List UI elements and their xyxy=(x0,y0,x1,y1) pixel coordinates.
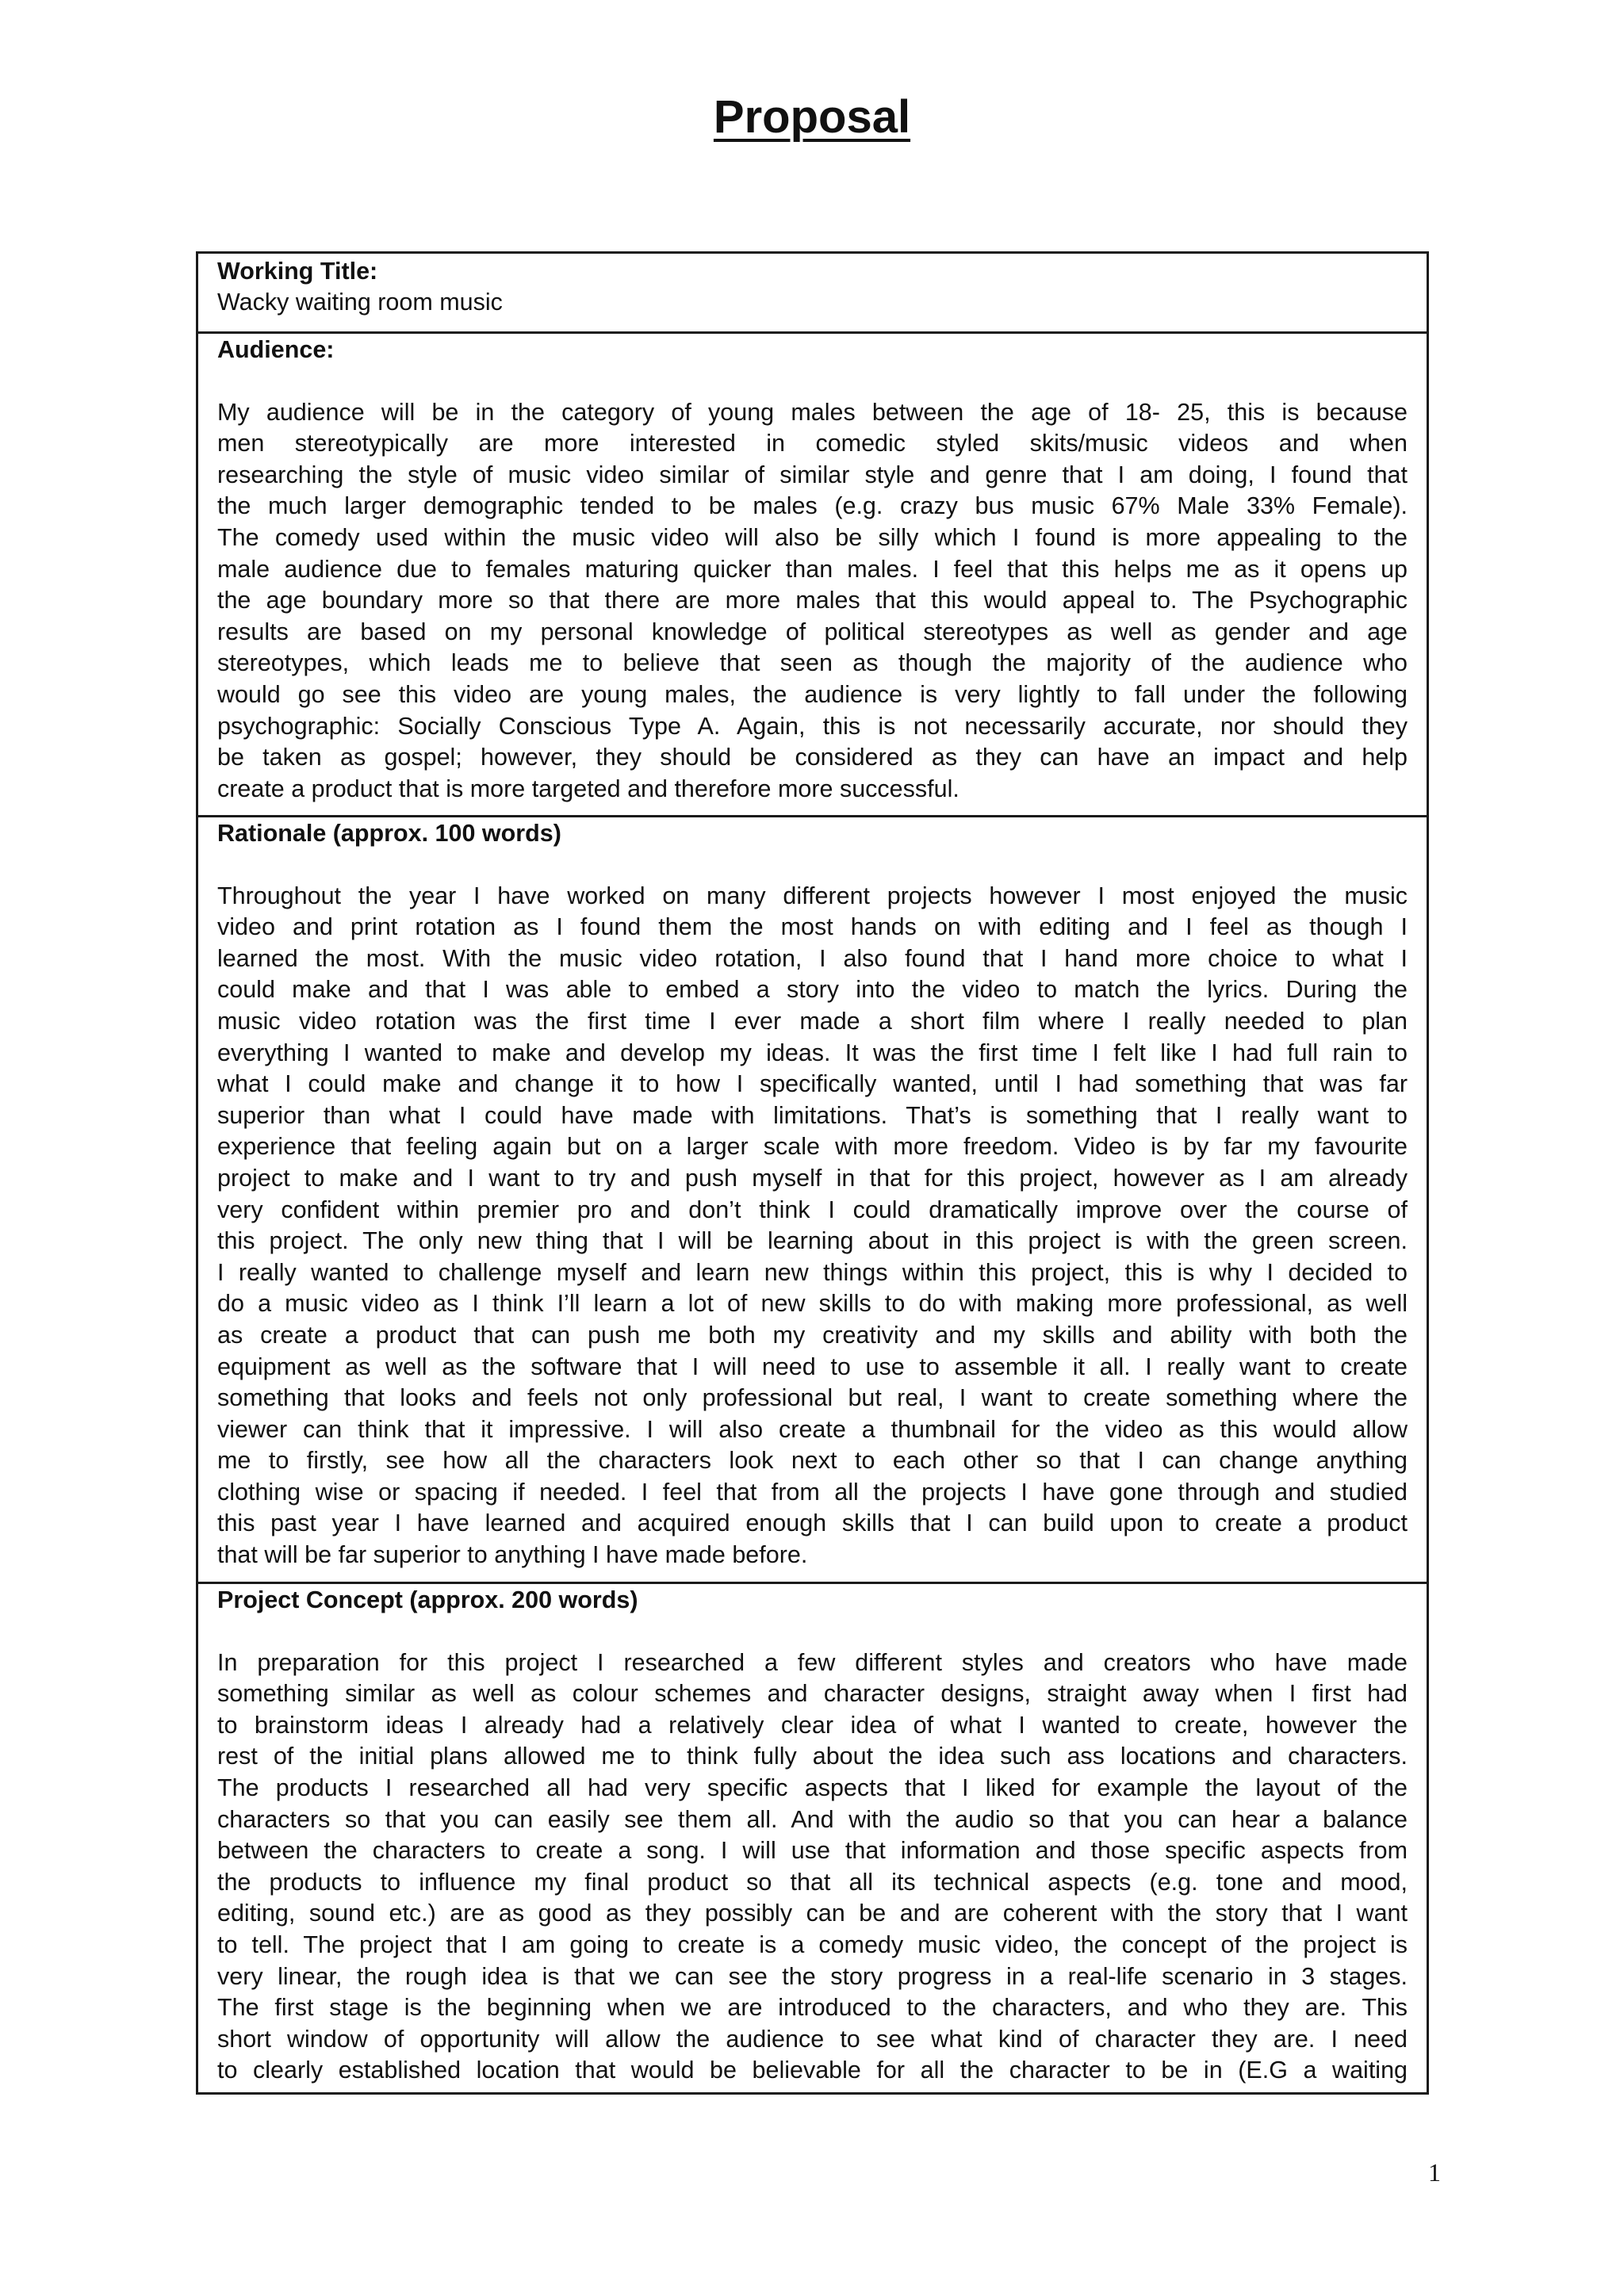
body-line: men stereotypically are more interested in comedic styled skits/music videos and when xyxy=(217,430,1408,457)
body-line: be taken as gospel; however, they should be considered as they can have an impact and help xyxy=(217,744,1408,771)
body-line: project to make and I want to try and push myself in that for this project, however as I am already xyxy=(217,1164,1408,1192)
rationale-body xyxy=(217,881,1408,1571)
body-line: Throughout the year I have worked on many different projects however I most enjoyed the music xyxy=(217,882,1408,909)
body-line: The comedy used within the music video will also be silly which I found is more appealing to the xyxy=(217,523,1408,551)
working-title-value: Wacky waiting room music xyxy=(217,289,503,316)
working-title-section xyxy=(198,254,1427,331)
body-line: researching the style of music video similar of similar style and genre that I am doing, I found that xyxy=(217,461,1408,488)
body-line: the products to influence my final product so that all its technical aspects (e.g. tone and mood, xyxy=(217,1868,1408,1896)
body-line: this project. The only new thing that I will be learning about in this project is with the green screen. xyxy=(217,1227,1408,1255)
rationale-section xyxy=(198,817,1427,1582)
body-line: this past year I have learned and acquired enough skills that I can build upon to create a product xyxy=(217,1510,1408,1537)
body-line: the age boundary more so that there are more males that this would appeal to. The Psychographic xyxy=(217,587,1408,614)
body-line: music video rotation was the first time I ever made a short film where I really needed to plan xyxy=(217,1007,1408,1035)
body-line: very linear, the rough idea is that we can see the story progress in a real-life scenario in 3 stages. xyxy=(217,1962,1408,1990)
working-title-heading: Working Title: xyxy=(217,258,378,285)
audience-body xyxy=(217,397,1408,806)
body-line: learned the most. With the music video rotation, I also found that I hand more choice to what I xyxy=(217,944,1408,972)
body-line: would go see this video are young males, the audience is very lightly to fall under the following xyxy=(217,680,1408,708)
body-line: rest of the initial plans allowed me to think fully about the idea such ass locations and characters. xyxy=(217,1743,1408,1770)
working-title-body xyxy=(217,287,1408,319)
body-line: The products I researched all had very specific aspects that I liked for example the layout of the xyxy=(217,1774,1408,1801)
body-line: what I could make and change it to how I specifically wanted, until I had something that was far xyxy=(217,1070,1408,1098)
body-line: editing, sound etc.) are as good as they possibly can be and are coherent with the story that I want xyxy=(217,1900,1408,1927)
body-line: stereotypes, which leads me to believe that seen as though the majority of the audience who xyxy=(217,649,1408,677)
body-line: everything I wanted to make and develop my ideas. It was the first time I felt like I had full rain to xyxy=(217,1039,1408,1066)
spacer xyxy=(217,849,1408,881)
body-line: between the characters to create a song. I will use that information and those specific aspects from xyxy=(217,1837,1408,1865)
body-line: equipment as well as the software that I will need to use to assemble it all. I really want to create xyxy=(217,1353,1408,1380)
body-line: me to firstly, see how all the characters look next to each other so that I can change anything xyxy=(217,1447,1408,1475)
body-line: very confident within premier pro and don’t think I could dramatically improve over the course of xyxy=(217,1196,1408,1223)
body-line: create a product that is more targeted and therefore more successful. xyxy=(217,775,959,802)
body-line: experience that feeling again but on a larger scale with more freedom. Video is by far my favourite xyxy=(217,1133,1408,1161)
body-line: something similar as well as colour schemes and character designs, straight away when I first had xyxy=(217,1680,1408,1708)
project-concept-body xyxy=(217,1647,1408,2087)
body-line: as create a product that can push me both my creativity and my skills and ability with both the xyxy=(217,1321,1408,1349)
body-line: I really wanted to challenge myself and learn new things within this project, this is why I decided to xyxy=(217,1258,1408,1286)
body-line: do a music video as I think I’ll learn a lot of new skills to do with making more professional, as well xyxy=(217,1290,1408,1318)
project-concept-heading: Project Concept (approx. 200 words) xyxy=(217,1586,638,1613)
body-line: psychographic: Socially Conscious Type A. Again, this is not necessarily accurate, nor should they xyxy=(217,712,1408,740)
body-line: to brainstorm ideas I already had a relatively clear idea of what I wanted to create, however the xyxy=(217,1711,1408,1739)
body-line: clothing wise or spacing if needed. I feel that from all the projects I have gone through and studied xyxy=(217,1478,1408,1506)
page-title: Proposal xyxy=(713,91,911,143)
body-line: the much larger demographic tended to be males (e.g. crazy bus music 67% Male 33% Female). xyxy=(217,492,1408,520)
body-line: to tell. The project that I am going to create is a comedy music video, the concept of the project is xyxy=(217,1931,1408,1958)
body-line: results are based on my personal knowledge of political stereotypes as well as gender and age xyxy=(217,618,1408,645)
body-line: The first stage is the beginning when we are introduced to the characters, and who they are. This xyxy=(217,1994,1408,2022)
audience-section xyxy=(198,334,1427,815)
body-line: to clearly established location that would be believable for all the character to be in (E.G a waiting xyxy=(217,2057,1408,2084)
body-line: short window of opportunity will allow the audience to see what kind of character they are. I need xyxy=(217,2025,1408,2053)
body-line: superior than what I could have made with limitations. That’s is something that I really want to xyxy=(217,1101,1408,1129)
body-line: characters so that you can easily see them all. And with the audio so that you can hear a balance xyxy=(217,1805,1408,1833)
body-line: could make and that I was able to embed a story into the video to match the lyrics. During the xyxy=(217,976,1408,1004)
rationale-heading: Rationale (approx. 100 words) xyxy=(217,820,561,847)
body-line: viewer can think that it impressive. I will also create a thumbnail for the video as this would allow xyxy=(217,1415,1408,1443)
audience-heading: Audience: xyxy=(217,336,335,363)
spacer xyxy=(217,365,1408,397)
spacer xyxy=(217,1616,1408,1647)
body-line: something that looks and feels not only professional but real, I want to create something where the xyxy=(217,1384,1408,1412)
project-concept-section xyxy=(198,1584,1427,2095)
body-line: video and print rotation as I found them the most hands on with editing and I feel as though I xyxy=(217,913,1408,941)
body-line: My audience will be in the category of young males between the age of 18- 25, this is because xyxy=(217,398,1408,426)
proposal-table xyxy=(196,251,1429,2095)
body-line: In preparation for this project I researched a few different styles and creators who have made xyxy=(217,1648,1408,1676)
body-line: that will be far superior to anything I have made before. xyxy=(217,1541,808,1569)
page-number: 1 xyxy=(1428,2158,1441,2187)
body-line: male audience due to females maturing quicker than males. I feel that this helps me as it opens up xyxy=(217,555,1408,583)
